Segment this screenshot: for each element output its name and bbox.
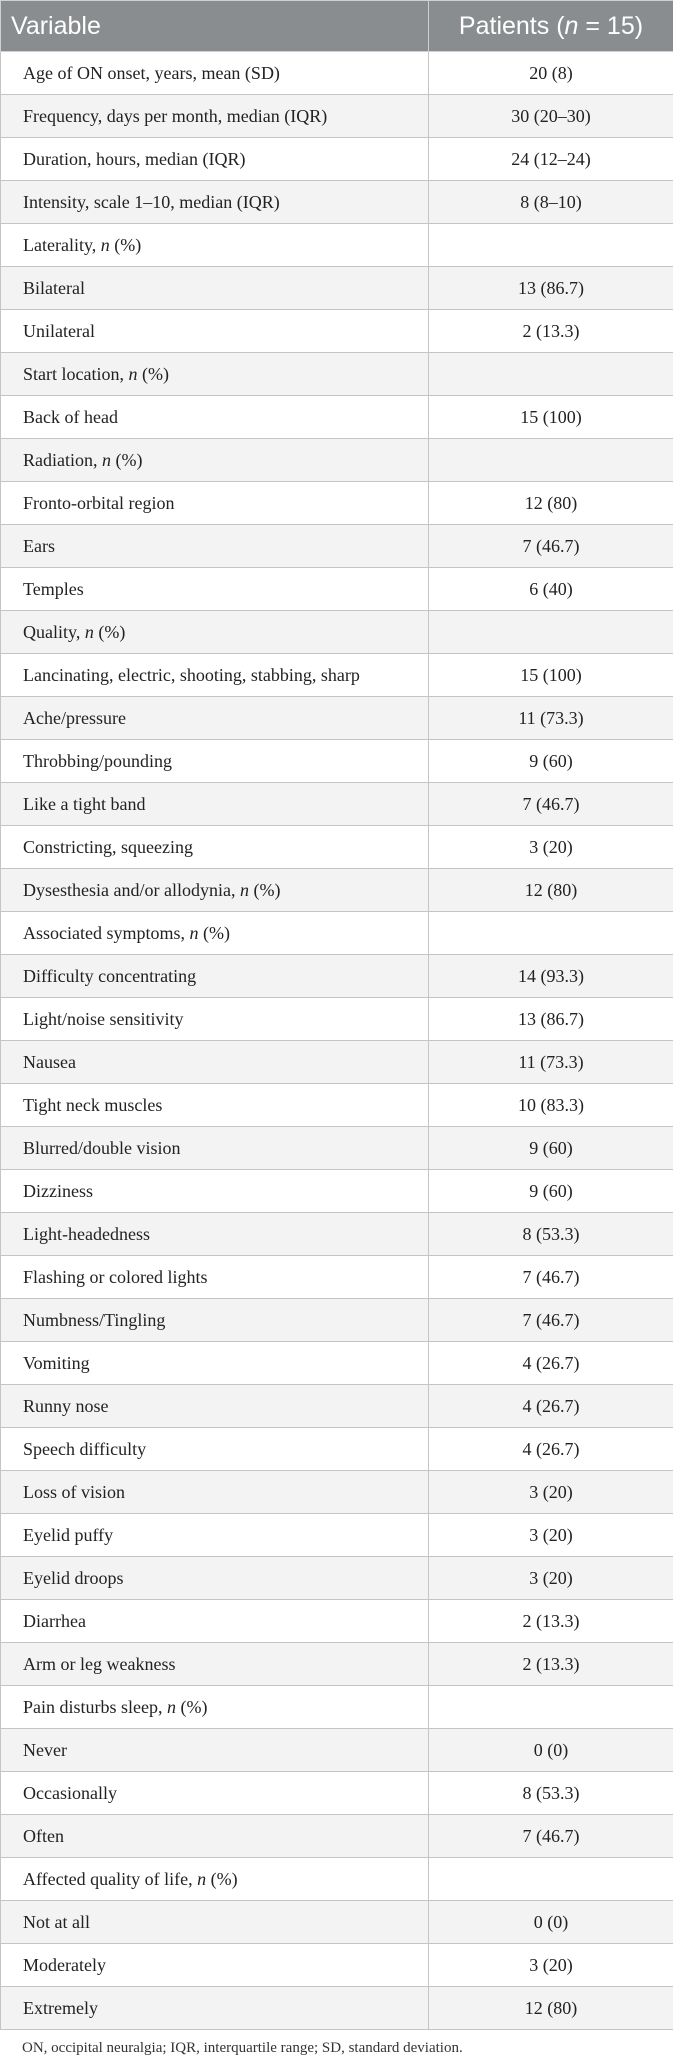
row-variable-suffix: (%) xyxy=(137,364,169,384)
table-row xyxy=(1,1127,673,1170)
row-variable-label: Radiation, xyxy=(23,450,102,470)
row-value-cell: 0 (0) xyxy=(429,1729,673,1772)
row-variable-label: Diarrhea xyxy=(23,1611,86,1631)
row-variable-label: Ears xyxy=(23,536,55,556)
row-value-cell: 4 (26.7) xyxy=(429,1342,673,1385)
row-variable-label: Eyelid droops xyxy=(23,1568,124,1588)
row-variable-cell xyxy=(1,826,429,869)
row-variable-cell xyxy=(1,1385,429,1428)
row-variable-label: Not at all xyxy=(23,1912,90,1932)
row-value-cell xyxy=(429,224,673,267)
row-value-cell: 7 (46.7) xyxy=(429,1299,673,1342)
row-variable-label: Blurred/double vision xyxy=(23,1138,181,1158)
row-variable-cell xyxy=(1,1600,429,1643)
row-variable-cell xyxy=(1,1127,429,1170)
row-variable-cell xyxy=(1,912,429,955)
row-variable-cell xyxy=(1,697,429,740)
row-variable-label: Temples xyxy=(23,579,84,599)
row-variable-cell xyxy=(1,1213,429,1256)
row-variable-label: Moderately xyxy=(23,1955,106,1975)
table-row xyxy=(1,1385,673,1428)
row-variable-label: Arm or leg weakness xyxy=(23,1654,176,1674)
row-variable-cell xyxy=(1,1987,429,2030)
row-variable-label: Dysesthesia and/or allodynia, xyxy=(23,880,240,900)
row-value-cell: 11 (73.3) xyxy=(429,697,673,740)
table-row xyxy=(1,1858,673,1901)
table-row xyxy=(1,52,673,95)
table-row xyxy=(1,1557,673,1600)
table-row xyxy=(1,912,673,955)
row-value-cell: 10 (83.3) xyxy=(429,1084,673,1127)
table-row xyxy=(1,181,673,224)
row-variable-label: Duration, hours, median (IQR) xyxy=(23,149,246,169)
row-value-cell: 3 (20) xyxy=(429,1471,673,1514)
row-value-cell: 8 (53.3) xyxy=(429,1772,673,1815)
row-variable-label: Constricting, squeezing xyxy=(23,837,193,857)
row-variable-suffix: (%) xyxy=(111,450,143,470)
table-row xyxy=(1,783,673,826)
row-variable-suffix: (%) xyxy=(198,923,230,943)
row-variable-label: Difficulty concentrating xyxy=(23,966,197,986)
table-row xyxy=(1,1729,673,1772)
row-value-cell: 4 (26.7) xyxy=(429,1428,673,1471)
row-variable-n-italic: n xyxy=(197,1869,207,1889)
row-value-cell: 14 (93.3) xyxy=(429,955,673,998)
table-row xyxy=(1,654,673,697)
table-header xyxy=(1,1,673,52)
row-value-cell: 13 (86.7) xyxy=(429,998,673,1041)
row-value-cell: 24 (12–24) xyxy=(429,138,673,181)
row-variable-cell xyxy=(1,138,429,181)
table-row xyxy=(1,1815,673,1858)
row-variable-cell xyxy=(1,1428,429,1471)
table-row xyxy=(1,1428,673,1471)
row-value-cell: 15 (100) xyxy=(429,654,673,697)
row-variable-suffix: (%) xyxy=(109,235,142,255)
row-value-cell: 12 (80) xyxy=(429,1987,673,2030)
row-variable-cell xyxy=(1,955,429,998)
row-variable-cell xyxy=(1,1471,429,1514)
row-variable-cell xyxy=(1,1256,429,1299)
row-variable-label: Quality, xyxy=(23,622,85,642)
row-variable-cell xyxy=(1,1557,429,1600)
row-value-cell: 30 (20–30) xyxy=(429,95,673,138)
row-variable-label: Runny nose xyxy=(23,1396,109,1416)
table-row xyxy=(1,998,673,1041)
row-value-cell xyxy=(429,1858,673,1901)
table-row xyxy=(1,740,673,783)
table-row xyxy=(1,1342,673,1385)
row-variable-cell xyxy=(1,1342,429,1385)
row-value-cell: 3 (20) xyxy=(429,1514,673,1557)
row-value-cell: 3 (20) xyxy=(429,826,673,869)
table-row xyxy=(1,525,673,568)
row-variable-n-italic: n xyxy=(84,622,94,642)
table-row xyxy=(1,869,673,912)
table-row xyxy=(1,611,673,654)
row-variable-label: Bilateral xyxy=(23,278,85,298)
row-value-cell: 6 (40) xyxy=(429,568,673,611)
row-value-cell: 9 (60) xyxy=(429,1127,673,1170)
row-value-cell: 2 (13.3) xyxy=(429,1643,673,1686)
table-row xyxy=(1,1041,673,1084)
row-variable-suffix: (%) xyxy=(206,1869,238,1889)
row-variable-cell xyxy=(1,1170,429,1213)
row-value-cell xyxy=(429,611,673,654)
table-row xyxy=(1,1643,673,1686)
row-variable-suffix: (%) xyxy=(176,1697,208,1717)
row-variable-label: Extremely xyxy=(23,1998,98,2018)
row-variable-cell xyxy=(1,1643,429,1686)
table-row xyxy=(1,826,673,869)
table-row xyxy=(1,1213,673,1256)
table-row xyxy=(1,1514,673,1557)
row-variable-label: Age of ON onset, years, mean (SD) xyxy=(23,63,280,83)
row-variable-label: Eyelid puffy xyxy=(23,1525,114,1545)
row-value-cell: 2 (13.3) xyxy=(429,310,673,353)
table-row xyxy=(1,955,673,998)
row-variable-cell xyxy=(1,267,429,310)
row-value-cell: 7 (46.7) xyxy=(429,1256,673,1299)
table-row xyxy=(1,138,673,181)
row-variable-label: Loss of vision xyxy=(23,1482,126,1502)
row-variable-cell xyxy=(1,1514,429,1557)
row-variable-cell xyxy=(1,740,429,783)
row-variable-n-italic: n xyxy=(167,1697,176,1717)
row-variable-cell xyxy=(1,869,429,912)
table-row xyxy=(1,396,673,439)
row-variable-cell xyxy=(1,568,429,611)
row-variable-label: Intensity, scale 1–10, median (IQR) xyxy=(23,192,280,212)
row-variable-label: Nausea xyxy=(23,1052,76,1072)
row-variable-label: Pain disturbs sleep, xyxy=(23,1697,167,1717)
table-row xyxy=(1,1901,673,1944)
row-variable-cell xyxy=(1,1858,429,1901)
row-variable-suffix: (%) xyxy=(93,622,126,642)
row-variable-label: Numbness/Tingling xyxy=(23,1310,166,1330)
row-variable-label: Lancinating, electric, shooting, stabbing, sharp xyxy=(23,665,360,685)
table-row xyxy=(1,224,673,267)
row-value-cell: 15 (100) xyxy=(429,396,673,439)
row-variable-cell xyxy=(1,353,429,396)
row-value-cell: 8 (8–10) xyxy=(429,181,673,224)
row-variable-label: Associated symptoms, xyxy=(23,923,190,943)
row-value-cell xyxy=(429,912,673,955)
row-variable-cell xyxy=(1,439,429,482)
row-variable-cell xyxy=(1,1901,429,1944)
row-variable-n-italic: n xyxy=(128,364,138,384)
row-variable-cell xyxy=(1,95,429,138)
row-variable-label: Occasionally xyxy=(23,1783,117,1803)
row-value-cell xyxy=(429,353,673,396)
table-row xyxy=(1,310,673,353)
row-variable-cell xyxy=(1,783,429,826)
table-row xyxy=(1,1471,673,1514)
row-variable-label: Throbbing/pounding xyxy=(23,751,172,771)
row-variable-label: Light/noise sensitivity xyxy=(23,1009,184,1029)
row-value-cell: 12 (80) xyxy=(429,869,673,912)
row-variable-label: Start location, xyxy=(23,364,129,384)
row-variable-cell xyxy=(1,181,429,224)
table-row xyxy=(1,568,673,611)
row-variable-cell xyxy=(1,1084,429,1127)
row-value-cell: 7 (46.7) xyxy=(429,1815,673,1858)
row-value-cell: 3 (20) xyxy=(429,1557,673,1600)
row-variable-cell xyxy=(1,525,429,568)
row-variable-cell xyxy=(1,396,429,439)
table-row xyxy=(1,1600,673,1643)
row-value-cell: 7 (46.7) xyxy=(429,783,673,826)
table-body xyxy=(1,52,673,2030)
table-row xyxy=(1,439,673,482)
row-variable-label: Tight neck muscles xyxy=(23,1095,163,1115)
patients-header-n: n xyxy=(564,11,579,40)
row-value-cell: 13 (86.7) xyxy=(429,267,673,310)
row-value-cell: 7 (46.7) xyxy=(429,525,673,568)
table-row xyxy=(1,95,673,138)
row-value-cell xyxy=(429,439,673,482)
row-variable-label: Vomiting xyxy=(23,1353,90,1373)
table-footnote: ON, occipital neuralgia; IQR, interquartile range; SD, standard deviation. xyxy=(22,2040,463,2056)
row-variable-cell xyxy=(1,1299,429,1342)
row-variable-n-italic: n xyxy=(189,923,199,943)
row-value-cell: 12 (80) xyxy=(429,482,673,525)
row-value-cell xyxy=(429,1686,673,1729)
row-variable-cell xyxy=(1,998,429,1041)
table-row xyxy=(1,1170,673,1213)
variable-column-header: Variable xyxy=(1,1,429,52)
table-row xyxy=(1,1256,673,1299)
row-value-cell: 3 (20) xyxy=(429,1944,673,1987)
row-variable-label: Laterality, xyxy=(23,235,101,255)
row-variable-label: Flashing or colored lights xyxy=(23,1267,208,1287)
row-variable-label: Back of head xyxy=(23,407,118,427)
row-value-cell: 0 (0) xyxy=(429,1901,673,1944)
row-variable-label: Fronto-orbital region xyxy=(23,493,175,513)
row-variable-cell xyxy=(1,1729,429,1772)
header-row xyxy=(1,1,673,52)
row-value-cell: 9 (60) xyxy=(429,740,673,783)
row-variable-n-italic: n xyxy=(239,880,249,900)
row-variable-n-italic: n xyxy=(102,450,111,470)
table-row xyxy=(1,1944,673,1987)
row-variable-cell xyxy=(1,1686,429,1729)
table-row xyxy=(1,267,673,310)
row-value-cell: 20 (8) xyxy=(429,52,673,95)
row-variable-label: Speech difficulty xyxy=(23,1439,147,1459)
row-value-cell: 9 (60) xyxy=(429,1170,673,1213)
table-row xyxy=(1,697,673,740)
table-row xyxy=(1,1084,673,1127)
row-variable-label: Never xyxy=(23,1740,67,1760)
row-variable-label: Light-headedness xyxy=(23,1224,150,1244)
table-row xyxy=(1,482,673,525)
row-variable-label: Ache/pressure xyxy=(23,708,126,728)
row-variable-cell xyxy=(1,654,429,697)
row-variable-label: Frequency, days per month, median (IQR) xyxy=(23,106,328,126)
table-row xyxy=(1,1772,673,1815)
patients-header-prefix: Patients ( xyxy=(458,11,565,40)
table-row xyxy=(1,1987,673,2030)
row-variable-cell xyxy=(1,482,429,525)
table-row xyxy=(1,353,673,396)
row-variable-cell xyxy=(1,1041,429,1084)
table-row xyxy=(1,1686,673,1729)
table-row xyxy=(1,1299,673,1342)
row-variable-cell xyxy=(1,1815,429,1858)
row-variable-cell xyxy=(1,1944,429,1987)
row-variable-cell xyxy=(1,1772,429,1815)
row-variable-n-italic: n xyxy=(100,235,110,255)
row-variable-label: Unilateral xyxy=(23,321,95,341)
row-value-cell: 4 (26.7) xyxy=(429,1385,673,1428)
row-variable-cell xyxy=(1,52,429,95)
row-value-cell: 2 (13.3) xyxy=(429,1600,673,1643)
row-value-cell: 11 (73.3) xyxy=(429,1041,673,1084)
row-value-cell: 8 (53.3) xyxy=(429,1213,673,1256)
row-variable-cell xyxy=(1,224,429,267)
row-variable-label: Affected quality of life, xyxy=(23,1869,198,1889)
patients-header-suffix: = 15) xyxy=(578,11,644,40)
row-variable-cell xyxy=(1,611,429,654)
row-variable-label: Often xyxy=(23,1826,64,1846)
row-variable-cell xyxy=(1,310,429,353)
row-variable-suffix: (%) xyxy=(248,880,281,900)
row-variable-label: Dizziness xyxy=(23,1181,93,1201)
row-variable-label: Like a tight band xyxy=(23,794,146,814)
patients-column-header xyxy=(429,1,673,52)
